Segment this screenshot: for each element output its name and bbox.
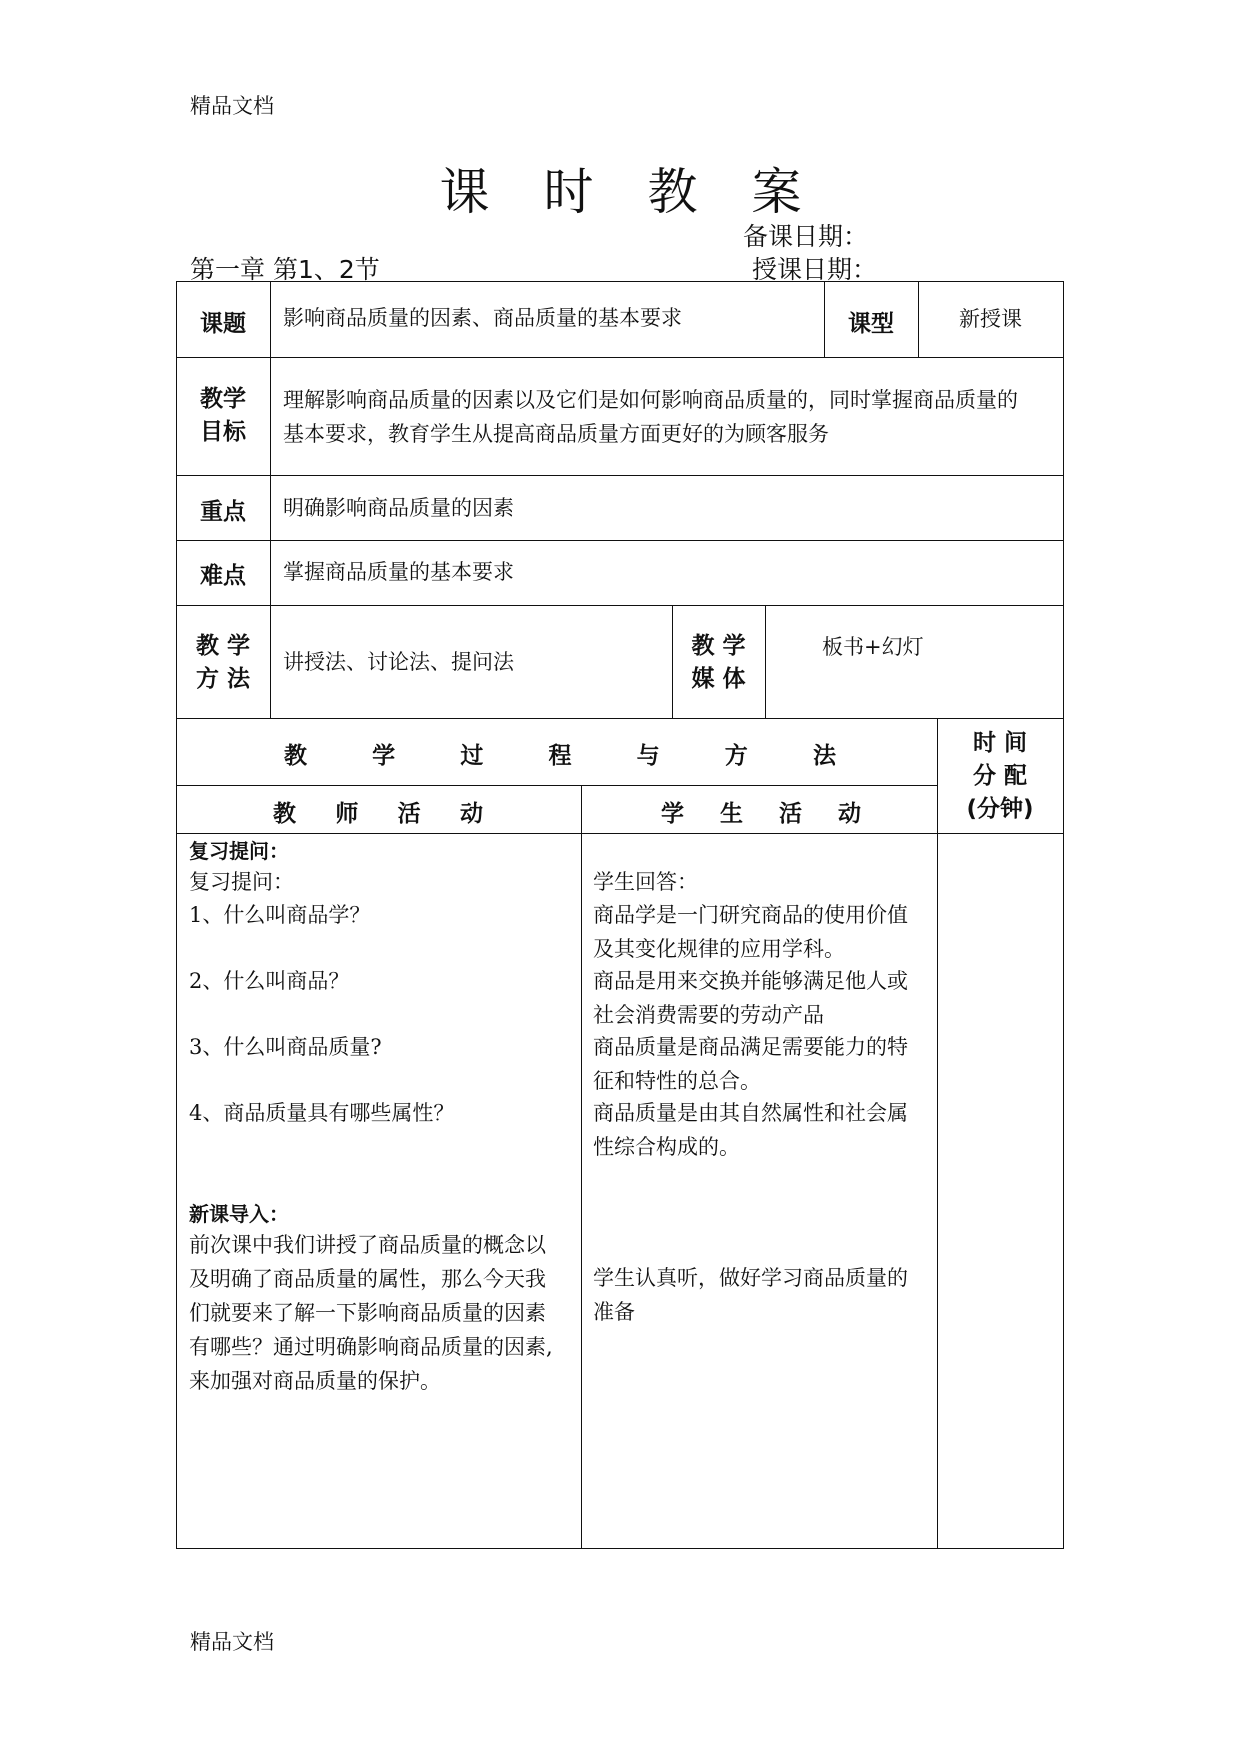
row-divider — [176, 833, 1064, 834]
lesson-type-value: 新授课 — [959, 307, 1022, 331]
listen-line: 准备 — [593, 1300, 635, 1324]
student-header-char: 动 — [838, 801, 861, 827]
watermark-bottom: 精品文档 — [190, 1630, 274, 1654]
student-answer-heading: 学生回答： — [593, 870, 698, 894]
review-heading: 复习提问： — [189, 839, 289, 863]
prep-date-label: 备课日期： — [743, 222, 869, 251]
col-divider — [765, 605, 766, 718]
student-answer-2 — [593, 964, 908, 1032]
time-header-line3: (分钟) — [966, 796, 1034, 822]
student-listen — [593, 1261, 908, 1329]
answer-line: 性综合构成的。 — [593, 1135, 740, 1159]
chapter-label: 第一章 第1、2节 — [190, 255, 380, 284]
teacher-activity-header — [273, 795, 483, 828]
media-label — [672, 630, 765, 696]
process-header-char: 程 — [548, 743, 572, 769]
review-question-4: 4、商品质量具有哪些属性？ — [189, 1101, 455, 1125]
answer-line: 商品质量是商品满足需要能力的特 — [593, 1035, 908, 1059]
answer-line: 商品学是一门研究商品的使用价值 — [593, 903, 908, 927]
topic-label: 课题 — [200, 311, 246, 337]
teach-date-label: 授课日期： — [752, 255, 878, 284]
answer-line: 商品质量是由其自然属性和社会属 — [593, 1101, 908, 1125]
process-header-char: 过 — [460, 743, 484, 769]
key-point-label: 重点 — [200, 499, 246, 525]
student-answer-4 — [593, 1096, 908, 1164]
method-label — [176, 630, 270, 696]
answer-line: 社会消费需要的劳动产品 — [593, 1003, 824, 1027]
answer-line: 商品是用来交换并能够满足他人或 — [593, 969, 908, 993]
method-value: 讲授法、讨论法、提问法 — [283, 650, 514, 674]
student-answer-1 — [593, 898, 908, 966]
process-header-char: 教 — [284, 743, 307, 769]
objective-line1: 理解影响商品质量的因素以及它们是如何影响商品质量的，同时掌握商品质量的 — [283, 388, 1018, 412]
teacher-header-char: 动 — [459, 801, 483, 827]
time-header-line2: 分 配 — [972, 763, 1027, 789]
row-divider — [176, 605, 1064, 606]
difficulty-label: 难点 — [200, 563, 246, 589]
process-header — [284, 737, 836, 770]
row-divider — [176, 475, 1064, 476]
watermark-top: 精品文档 — [190, 94, 274, 118]
listen-line: 学生认真听，做好学习商品质量的 — [593, 1266, 908, 1290]
table-border-right — [1063, 281, 1064, 1549]
row-divider — [176, 357, 1064, 358]
table-border-bottom — [176, 1548, 1064, 1549]
new-lesson-intro — [189, 1228, 553, 1398]
media-value: 板书+幻灯 — [822, 635, 924, 659]
teacher-header-char: 师 — [335, 801, 359, 827]
intro-line: 有哪些？通过明确影响商品质量的因素, — [189, 1335, 553, 1359]
objective-line2: 基本要求，教育学生从提高商品质量方面更好的为顾客服务 — [283, 422, 829, 446]
row-divider — [176, 540, 1064, 541]
student-activity-header — [661, 795, 861, 828]
student-header-char: 活 — [779, 801, 802, 827]
teacher-header-char: 活 — [397, 801, 421, 827]
col-divider — [581, 785, 582, 1549]
new-lesson-heading: 新课导入： — [189, 1202, 289, 1226]
answer-line: 及其变化规律的应用学科。 — [593, 937, 845, 961]
intro-line: 们就要来了解一下影响商品质量的因素 — [189, 1301, 546, 1325]
objective-label — [176, 383, 270, 449]
student-header-char: 学 — [661, 801, 684, 827]
media-label-line2: 媒 体 — [691, 666, 746, 692]
media-label-line1: 教 学 — [691, 633, 746, 659]
process-header-char: 与 — [636, 743, 660, 769]
objective-text — [283, 383, 1018, 451]
time-header-line1: 时 间 — [972, 730, 1027, 756]
objective-label-line1: 教学 — [200, 386, 246, 412]
process-header-char: 方 — [724, 743, 748, 769]
key-point-value: 明确影响商品质量的因素 — [283, 496, 514, 520]
method-label-line2: 方 法 — [195, 666, 250, 692]
review-question-2: 2、什么叫商品？ — [189, 969, 350, 993]
col-divider — [937, 718, 938, 1549]
time-header — [937, 727, 1063, 826]
answer-line: 征和特性的总合。 — [593, 1069, 761, 1093]
lesson-type-label: 课型 — [848, 311, 894, 337]
process-header-char: 法 — [812, 743, 836, 769]
method-label-line1: 教 学 — [195, 633, 250, 659]
student-header-char: 生 — [720, 801, 743, 827]
difficulty-value: 掌握商品质量的基本要求 — [283, 560, 514, 584]
row-divider — [176, 785, 938, 786]
review-intro: 复习提问： — [189, 870, 294, 894]
table-border-left — [176, 281, 177, 1549]
row-divider — [176, 718, 1064, 719]
table-border-top — [176, 281, 1064, 282]
col-divider — [270, 281, 271, 718]
objective-label-line2: 目标 — [200, 419, 246, 445]
intro-line: 及明确了商品质量的属性，那么今天我 — [189, 1267, 546, 1291]
page-title: 课时教案 — [439, 163, 856, 221]
intro-line: 来加强对商品质量的保护。 — [189, 1369, 441, 1393]
process-header-char: 学 — [372, 743, 396, 769]
review-question-3: 3、什么叫商品质量? — [189, 1035, 382, 1059]
teacher-header-char: 教 — [273, 801, 296, 827]
review-question-1: 1、什么叫商品学？ — [189, 903, 371, 927]
topic-value: 影响商品质量的因素、商品质量的基本要求 — [283, 306, 682, 330]
intro-line: 前次课中我们讲授了商品质量的概念以 — [189, 1233, 546, 1257]
student-answer-3 — [593, 1030, 908, 1098]
